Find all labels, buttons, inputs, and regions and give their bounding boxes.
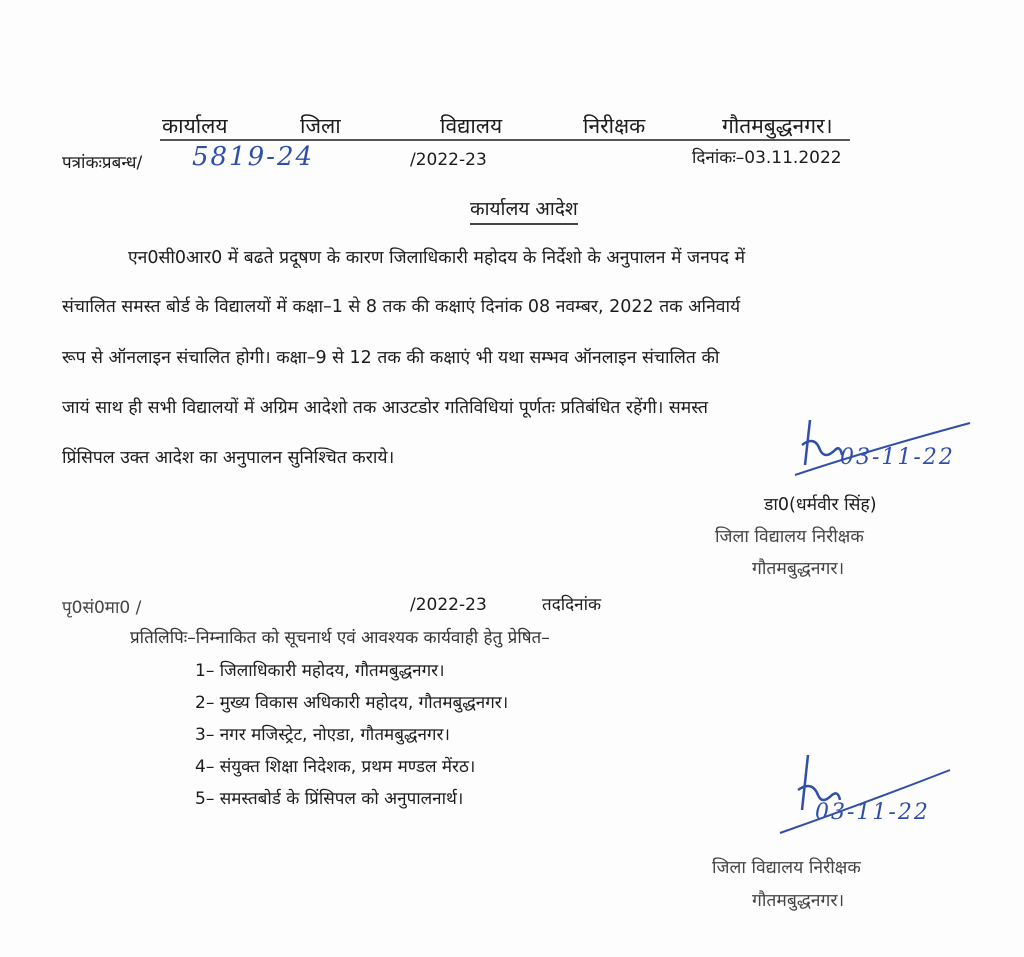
reference-label: पत्रांकःप्रबन्ध/	[62, 153, 143, 173]
signature-1-place: गौतमबुद्धनगर।	[752, 559, 845, 579]
copy-list-item: 1– जिलाधिकारी महोदय, गौतमबुद्धनगर।	[195, 661, 445, 681]
header-school-word: विद्यालय	[440, 114, 503, 138]
header-inspector-word: निरीक्षक	[583, 114, 646, 138]
body-line: एन0सी0आर0 में बढते प्रदूषण के कारण जिलाधिकारी महोदय के निर्देशो के अनुपालन में जनपद में	[128, 248, 746, 268]
header-district-word: जिला	[300, 114, 341, 138]
document-title: कार्यालय आदेश	[470, 195, 578, 225]
copy-reference-year: /2022-23	[410, 595, 487, 615]
body-line: संचालित समस्त बोर्ड के विद्यालयों में कक्षा–1 से 8 तक की कक्षाएं दिनांक 08 नवम्बर, 2022 तक अनिवार्य	[62, 297, 741, 317]
reference-year: /2022-23	[410, 150, 487, 170]
copy-list-item: 4– संयुक्त शिक्षा निदेशक, प्रथम मण्डल मेंरठ।	[195, 757, 476, 777]
copy-reference-label: पृ0सं0मा0 /	[62, 598, 142, 618]
copy-intro: प्रतिलिपिः–निम्नाकित को सूचनार्थ एवं आवश्यक कार्यवाही हेतु प्रेषित–	[130, 628, 550, 648]
signature-scribble-2	[770, 745, 970, 845]
body-line: जायं साथ ही सभी विद्यालयों में अग्रिम आदेशो तक आउटडोर गतिविधियां पूर्णतः प्रतिबंधित रहेंगी। समस्त	[62, 398, 708, 418]
signature-2-date: 03-11-22	[815, 800, 930, 825]
header-date: दिनांकः–03.11.2022	[692, 148, 842, 168]
copy-list-item: 3– नगर मजिस्ट्रेट, नोएडा, गौतमबुद्धनगर।	[195, 725, 450, 745]
signature-2-place: गौतमबुद्धनगर।	[752, 891, 845, 911]
signature-2-designation: जिला विद्यालय निरीक्षक	[712, 858, 861, 878]
header-city-word: गौतमबुद्धनगर।	[722, 114, 833, 138]
body-line: रूप से ऑनलाइन संचालित होगी। कक्षा–9 से 12 तक की कक्षाएं भी यथा सम्भव ऑनलाइन संचालित की	[62, 348, 720, 368]
header-office-word: कार्यालय	[162, 114, 228, 138]
copy-date: तददिनांक	[542, 595, 602, 615]
signature-1-date: 03-11-22	[840, 445, 955, 470]
signature-1-designation: जिला विद्यालय निरीक्षक	[715, 527, 864, 547]
signature-1-name: डा0(धर्मवीर सिंह)	[764, 495, 877, 515]
copy-list-item: 2– मुख्य विकास अधिकारी महोदय, गौतमबुद्धनगर।	[195, 693, 509, 713]
copy-list-item: 5– समस्तबोर्ड के प्रिंसिपल को अनुपालनार्थ।	[195, 789, 464, 809]
reference-number-handwritten: 5819-24	[192, 142, 315, 172]
header-underline	[160, 139, 850, 141]
body-line: प्रिंसिपल उक्त आदेश का अनुपालन सुनिश्चित कराये।	[62, 448, 395, 468]
